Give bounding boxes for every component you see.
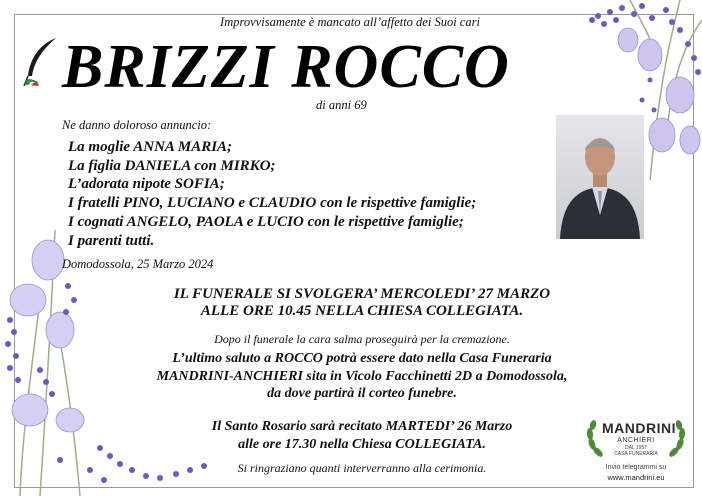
family-line: I parenti tutti. bbox=[68, 232, 155, 249]
rosary-line: Il Santo Rosario sarà recitato MARTEDI’ 26 Marzo bbox=[211, 419, 513, 434]
family-list bbox=[68, 138, 476, 250]
logo-name: MANDRINI bbox=[602, 420, 676, 436]
logo-subname: ANCHIERI bbox=[617, 437, 655, 444]
announcement-label: Ne danno doloroso annuncio: bbox=[62, 118, 212, 132]
farewell-notice bbox=[112, 350, 612, 403]
farewell-line: L’ultimo saluto a ROCCO potrà essere dato nella Casa Funeraria bbox=[172, 351, 552, 366]
farewell-line: MANDRINI-ANCHIERI sita in Vicolo Facchinetti 2D a Domodossola, bbox=[156, 368, 568, 384]
website-link[interactable]: www.mandrini.eu bbox=[607, 473, 665, 482]
age-text: di anni 69 bbox=[316, 98, 367, 112]
family-line: La moglie ANNA MARIA; bbox=[68, 139, 233, 155]
rosary-line: alle ore 17.30 nella Chiesa COLLEGIATA. bbox=[238, 436, 486, 452]
funeral-home-logo bbox=[584, 414, 688, 488]
funeral-line: IL FUNERALE SI SVOLGERA’ MERCOLEDI’ 27 MARZO bbox=[173, 286, 551, 302]
rosary-notice bbox=[112, 418, 612, 453]
logo-since: DAL 1957 bbox=[624, 445, 648, 451]
thanks-note: Si ringraziano quanti interverranno alla cerimonia. bbox=[237, 461, 487, 475]
farewell-line: da dove partirà il corteo funebre. bbox=[267, 386, 457, 401]
logo-casa-funeraria: CASA FUNERARIA bbox=[614, 451, 658, 457]
intro-text: Improvvisamente è mancato all’affetto dei Suoi cari bbox=[220, 15, 480, 29]
portrait-photo bbox=[556, 115, 644, 239]
family-line: I fratelli PINO, LUCIANO e CLAUDIO con le rispettive famiglie; bbox=[68, 195, 477, 212]
family-line: I cognati ANGELO, PAOLA e LUCIO con le rispettive famiglie; bbox=[68, 213, 464, 230]
family-line: La figlia DANIELA con MIRKO; bbox=[68, 157, 276, 174]
family-line: L’adorata nipote SOFIA; bbox=[68, 176, 225, 193]
funeral-notice bbox=[112, 286, 612, 320]
cremation-note: Dopo il funerale la cara salma proseguirà per la cremazione. bbox=[214, 332, 510, 346]
feather-flag-icon bbox=[20, 36, 60, 88]
telegram-note: Invio telegrammi su bbox=[605, 464, 667, 471]
date-place: Domodossola, 25 Marzo 2024 bbox=[62, 257, 214, 271]
deceased-name: BRIZZI ROCCO bbox=[62, 33, 510, 101]
funeral-line: ALLE ORE 10.45 NELLA CHIESA COLLEGIATA. bbox=[200, 303, 524, 319]
